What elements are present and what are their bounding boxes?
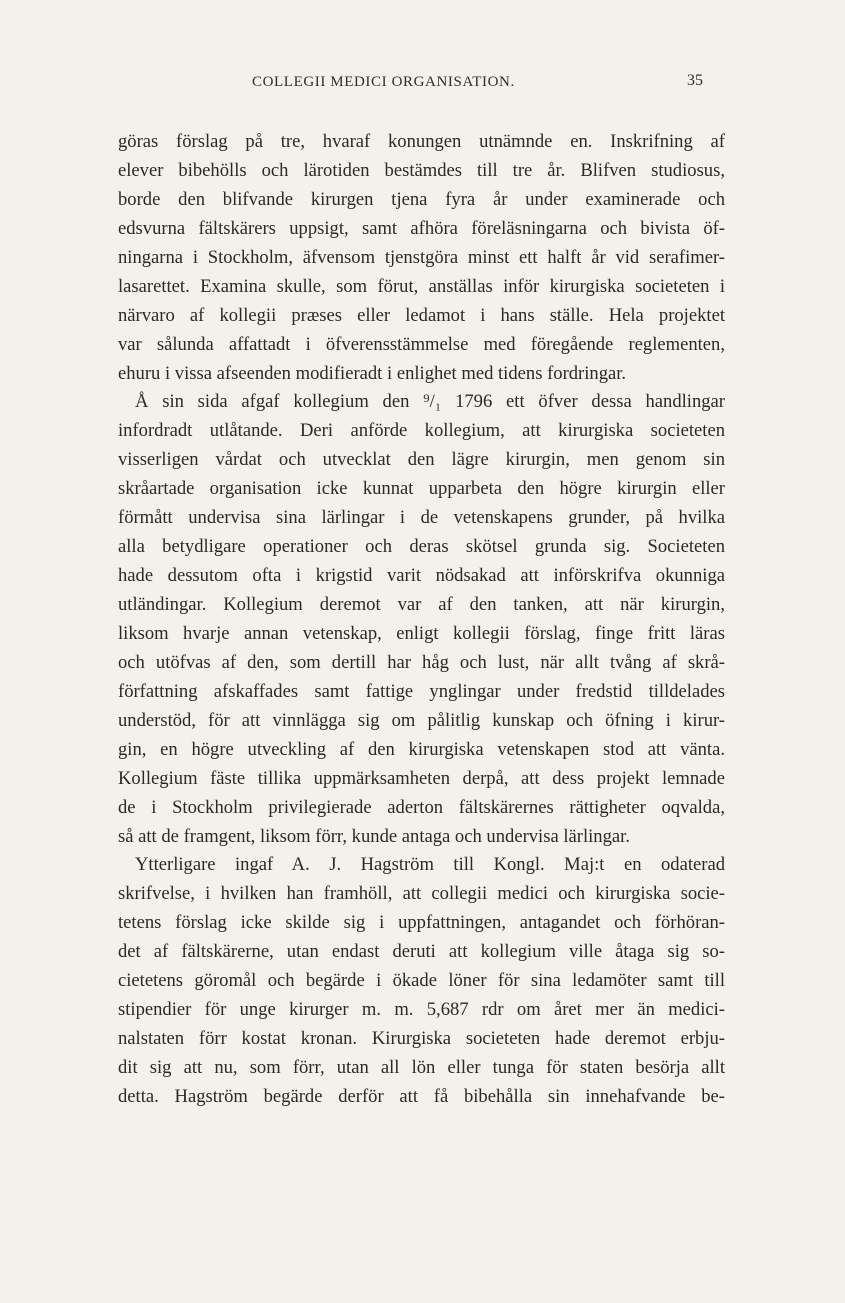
- running-title: COLLEGII MEDICI ORGANISATION.: [252, 74, 515, 90]
- text-line: elever bibehölls och lärotiden bestämdes till tre år. Blifven studiosus,: [118, 159, 725, 181]
- text-line: det af fältskärerne, utan endast deruti att kollegium ville åtaga sig so-: [118, 941, 725, 963]
- text-line: tetens förslag icke skilde sig i uppfattningen, antagandet och förhöran-: [118, 912, 725, 934]
- body-text: [118, 128, 725, 1112]
- text-line: ningarna i Stockholm, äfvensom tjenstgöra minst ett halft år vid serafimer-: [118, 246, 725, 268]
- text-line: förmått undervisa sina lärlingar i de vetenskapens grunder, på hvilka: [118, 507, 725, 529]
- text-line: liksom hvarje annan vetenskap, enligt kollegii förslag, finge fritt läras: [118, 622, 725, 644]
- text-line: visserligen vårdat och utvecklat den lägre kirurgin, men genom sin: [118, 449, 725, 471]
- text-line: understöd, för att vinnlägga sig om pålitlig kunskap och öfning i kirur-: [118, 709, 725, 731]
- page-number: 35: [687, 72, 703, 89]
- text-line: edsvurna fältskärers uppsigt, samt afhöra föreläsningarna och bivista öf-: [118, 217, 725, 239]
- text-line: detta. Hagström begärde derför att få bibehålla sin innehafvande be-: [118, 1085, 725, 1107]
- text-line: infordradt utlåtande. Deri anförde kollegium, att kirurgiska societeten: [118, 420, 725, 442]
- text-line: skråartade organisation icke kunnat upparbeta den högre kirurgin eller: [118, 478, 725, 500]
- text-line: Ytterligare ingaf A. J. Hagström till Kongl. Maj:t en odaterad: [135, 854, 725, 876]
- text-line: alla betydligare operationer och deras skötsel grunda sig. Societeten: [118, 536, 725, 558]
- text-line: nalstaten förr kostat kronan. Kirurgiska societeten hade deremot erbju-: [118, 1028, 725, 1050]
- text-line: författning afskaffades samt fattige ynglingar under fredstid tilldelades: [118, 680, 725, 702]
- text-line: skrifvelse, i hvilken han framhöll, att collegii medici och kirurgiska socie-: [118, 883, 725, 905]
- text-line: hade dessutom ofta i krigstid varit nödsakad att införskrifva okunniga: [118, 565, 725, 587]
- text-line: Kollegium fäste tillika uppmärksamheten derpå, att dess projekt lemnade: [118, 767, 725, 789]
- text-line: ehuru i vissa afseenden modifieradt i enlighet med tidens fordringar.: [118, 362, 627, 384]
- text-line: de i Stockholm privilegierade aderton fältskärernes rättigheter oqvalda,: [118, 796, 725, 818]
- text-line: utländingar. Kollegium deremot var af den tanken, att när kirurgin,: [118, 594, 725, 615]
- text-line: så att de framgent, liksom förr, kunde antaga och undervisa lärlingar.: [118, 825, 630, 847]
- text-line: cietetens göromål och begärde i ökade löner för sina ledamöter samt till: [118, 970, 725, 992]
- text-line: närvaro af kollegii præses eller ledamot i hans ställe. Hela projektet: [118, 304, 725, 326]
- text-line: borde den blifvande kirurgen tjena fyra år under examinerade och: [118, 188, 725, 210]
- text-line: och utöfvas af den, som dertill har håg och lust, när allt tvång af skrå-: [118, 651, 725, 673]
- text-line: stipendier för unge kirurger m. m. 5,687 rdr om året mer än medici-: [118, 999, 725, 1021]
- text-line: gin, en högre utveckling af den kirurgiska vetenskapen stod att vänta.: [118, 738, 725, 760]
- text-line: dit sig att nu, som förr, utan all lön eller tunga för staten besörja allt: [118, 1057, 725, 1078]
- text-line: lasarettet. Examina skulle, som förut, anställas inför kirurgiska societeten i: [118, 275, 725, 297]
- text-line: Å sin sida afgaf kollegium den ⁹/₁ 1796 ett öfver dessa handlingar: [135, 391, 725, 413]
- text-line: var sålunda affattadt i öfverensstämmelse med föregående reglementen,: [118, 333, 725, 355]
- text-line: göras förslag på tre, hvaraf konungen utnämnde en. Inskrifning af: [118, 131, 725, 152]
